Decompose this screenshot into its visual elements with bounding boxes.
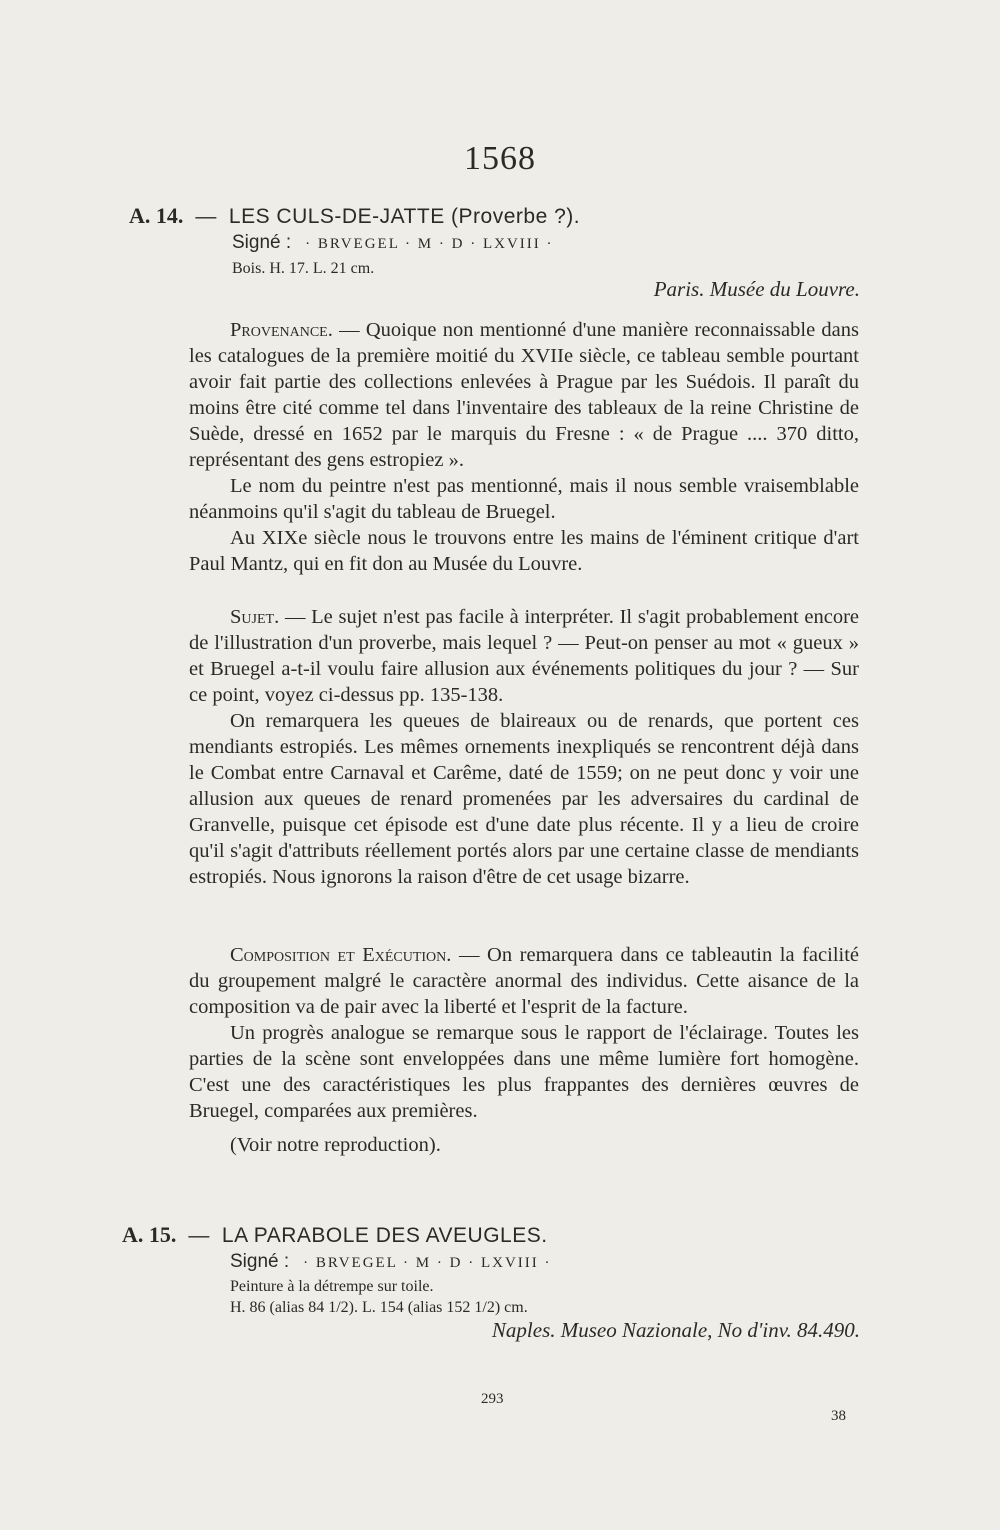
sujet-heading: Sujet. (230, 606, 280, 628)
entry-a14-location: Paris. Musée du Louvre. (653, 277, 860, 301)
provenance-paragraph-3: Au XIXe siècle nous le trouvons entre les mains de l'éminent critique d'art Paul Mantz, qui en fit don au Musée du Louvre. (189, 527, 859, 575)
entry-a15-id: A. 15. (122, 1222, 177, 1247)
provenance-paragraph-1: — Quoique non mentionné d'une manière reconnaissable dans les catalogues de la première moitié du XVIIe siècle, ce tableau semble pourtant avoir fait partie des collections enlevées à Prague par les Suédois. Il paraît du moins être cité comme tel dans l'inventaire des tableaux de la reine Christine de Suède, dressé en 1652 par le marquis du Fresne : « de Prague .... 370 ditto, représentant des gens estropiez ». (189, 319, 860, 471)
sujet-section (189, 604, 859, 890)
entry-a15-dimensions: H. 86 (alias 84 1/2). L. 154 (alias 152 1/2) cm. (230, 1299, 528, 1316)
entry-a15-signature: · BRVEGEL · M · D · LXVIII · (303, 1255, 552, 1271)
entry-a15-signature-line (230, 1251, 552, 1273)
composition-paragraph-2: Un progrès analogue se remarque sous le rapport de l'éclairage. Toutes les parties de la scène sont enveloppées dans une même lumière fort homogène. C'est une des caractéristiques les plus frappantes des dernières œuvres de Bruegel, comparées aux premières. (189, 1022, 859, 1122)
entry-a14-signature: · BRVEGEL · M · D · LXVIII · (305, 236, 554, 252)
entry-a14-signature-line (232, 232, 554, 254)
sujet-paragraph-1: — Le sujet n'est pas facile à interpréter. Il s'agit probablement encore de l'illustration d'un proverbe, mais lequel ? — Peut-on penser au mot « gueux » et Bruegel a-t-il voulu faire allusion aux événements politiques du jour ? — Sur ce point, voyez ci-dessus pp. 135-138. (189, 606, 860, 706)
entry-a14-dimensions: Bois. H. 17. L. 21 cm. (232, 260, 375, 277)
provenance-paragraph-2: Le nom du peintre n'est pas mentionné, mais il nous semble vraisemblable néanmoins qu'il s'agit du tableau de Bruegel. (189, 475, 859, 523)
page-year: 1568 (464, 140, 536, 177)
provenance-heading: Provenance. (230, 319, 333, 341)
entry-a14-signed-label: Signé : (232, 232, 292, 253)
entry-a15-medium: Peinture à la détrempe sur toile. (230, 1278, 434, 1295)
entry-a14-dash: — (195, 205, 217, 228)
entry-a14-heading (129, 203, 580, 229)
entry-a15-signed-label: Signé : (230, 1251, 290, 1272)
composition-paragraph-1: — On remarquera dans ce tableautin la facilité du groupement malgré le caractère anormal des individus. Cette aisance de la composition va de pair avec la liberté et l'esprit de la facture. (189, 944, 860, 1018)
signature-mark: 38 (831, 1408, 846, 1424)
sujet-paragraph-2: On remarquera les queues de blaireaux ou de renards, que portent ces mendiants estropiés. Les mêmes ornements inexpliqués se rencontrent déjà dans le Combat entre Carnaval et Carême, daté de 1559; on ne peut donc y voir une allusion aux queues de renard promenées par les adversaires du cardinal de Granvelle, puisque cet épisode est d'une date plus récente. Il y a lieu de croire qu'il s'agit d'attributs réellement portés alors par une certaine classe de mendiants estropiés. Nous ignorons la raison d'être de cet usage bizarre. (189, 710, 859, 888)
composition-paragraph-3: (Voir notre reproduction). (230, 1134, 441, 1156)
entry-a14-id: A. 14. (129, 203, 184, 228)
entry-a14-title: LES CULS-DE-JATTE (Proverbe ?). (228, 205, 581, 228)
composition-section (189, 942, 859, 1158)
provenance-section (189, 317, 859, 577)
entry-a15-dash: — (188, 1224, 210, 1247)
entry-a15-location: Naples. Museo Nazionale, No d'inv. 84.490. (491, 1318, 860, 1342)
page-number: 293 (481, 1391, 504, 1407)
entry-a15-title: LA PARABOLE DES AVEUGLES. (221, 1224, 548, 1247)
composition-heading: Composition et Exécution. (230, 944, 452, 966)
entry-a15-heading (122, 1222, 548, 1248)
